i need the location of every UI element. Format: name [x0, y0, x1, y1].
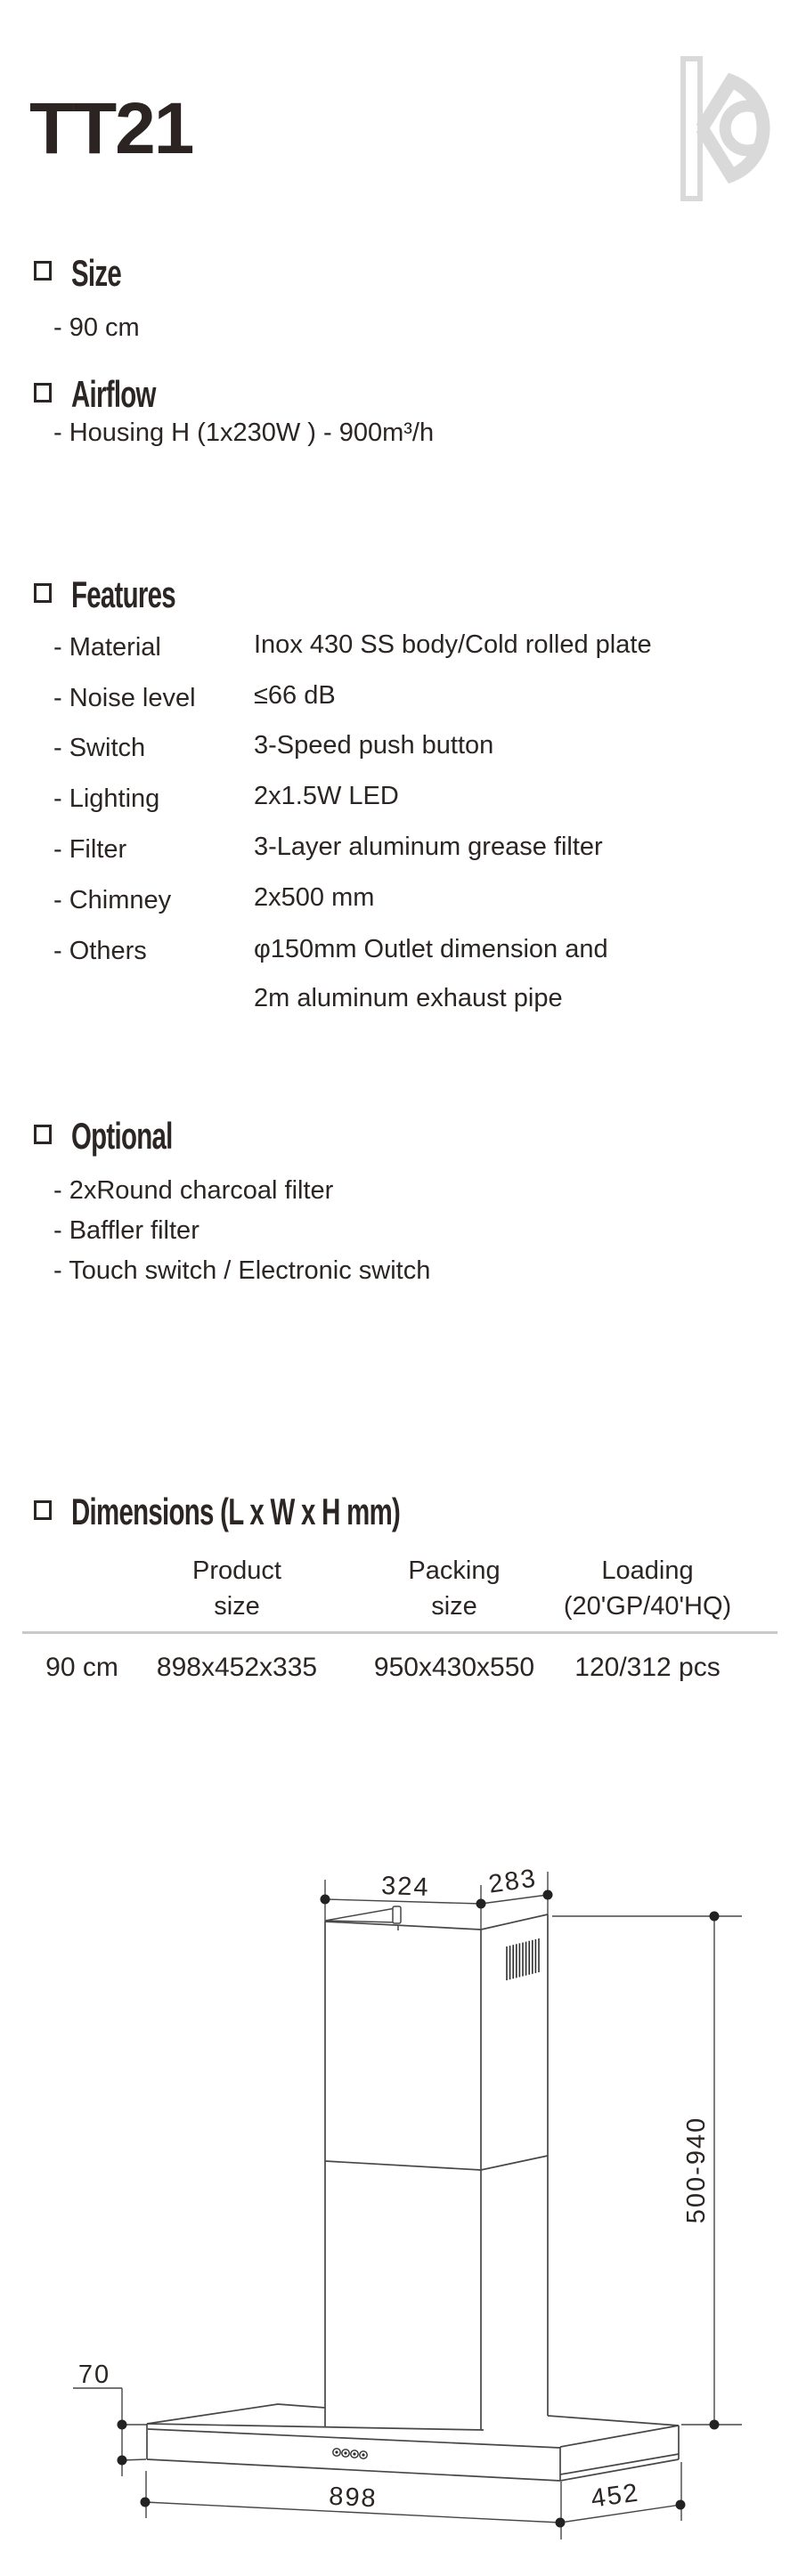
kc-logo-k-stem — [683, 59, 700, 199]
dim-label-body-depth: 452 — [589, 2478, 641, 2514]
damper-flap — [325, 1906, 401, 1930]
feature-value: Inox 430 SS body/Cold rolled plate — [254, 630, 652, 659]
size-item: - 90 cm — [53, 313, 140, 342]
table-cell-product-size: 898x452x335 — [156, 1653, 318, 1682]
optional-section-heading: Optional — [71, 1115, 173, 1157]
feature-label: - Switch — [53, 734, 146, 762]
feature-label: - Noise level — [53, 684, 196, 712]
dimension-lines — [73, 1872, 742, 2539]
chimney-outline — [325, 1914, 548, 2430]
feature-value: 3-Speed push button — [254, 731, 494, 760]
optional-section-bullet — [34, 1125, 52, 1144]
vent-grille-icon — [507, 1938, 539, 1980]
dim-label-height-range: 500-940 — [682, 2116, 711, 2224]
features-section-bullet — [34, 583, 52, 603]
optional-item: - Baffler filter — [53, 1216, 200, 1245]
hood-body-outline — [147, 2404, 679, 2481]
dim-label-top-width: 324 — [380, 1872, 431, 1902]
dimensions-section-heading: Dimensions (L x W x H mm) — [71, 1491, 401, 1532]
feature-label: - Filter — [53, 835, 127, 864]
feature-value: 3-Layer aluminum grease filter — [254, 833, 603, 861]
feature-value-line2: 2m aluminum exhaust pipe — [254, 984, 563, 1012]
optional-item: - 2xRound charcoal filter — [53, 1176, 334, 1205]
feature-value: ≤66 dB — [254, 681, 336, 710]
feature-label: - Lighting — [53, 784, 160, 813]
page-title: TT21 — [29, 88, 193, 169]
dim-label-body-height: 70 — [77, 2361, 111, 2389]
optional-item: - Touch switch / Electronic switch — [53, 1256, 431, 1285]
features-section-heading: Features — [71, 573, 175, 615]
kc-certification-icon — [680, 53, 788, 205]
size-section-bullet — [34, 261, 52, 280]
dimensions-section-bullet — [34, 1500, 52, 1520]
airflow-section-bullet — [34, 383, 52, 402]
feature-value: φ150mm Outlet dimension and — [254, 935, 608, 963]
feature-label: - Material — [53, 633, 161, 662]
airflow-section-heading: Airflow — [71, 373, 156, 415]
kc-logo-small-c — [725, 106, 758, 150]
table-header-loading: Loading (20'GP/40'HQ) — [563, 1556, 732, 1621]
table-cell-size: 90 cm — [45, 1653, 118, 1682]
table-divider — [22, 1631, 778, 1634]
feature-value: 2x1.5W LED — [254, 782, 399, 810]
feature-label: - Others — [53, 937, 147, 965]
size-section-heading: Size — [71, 252, 122, 294]
table-cell-loading: 120/312 pcs — [574, 1653, 721, 1682]
kc-logo-big-c — [702, 81, 763, 175]
table-header-product-size: Product size — [192, 1556, 281, 1621]
airflow-item: - Housing H (1x230W ) - 900m³/h — [53, 418, 435, 447]
dim-label-top-depth: 283 — [486, 1864, 539, 1899]
feature-value: 2x500 mm — [254, 883, 375, 912]
feature-label: - Chimney — [53, 886, 172, 914]
control-buttons-icon — [333, 2449, 367, 2458]
table-header-packing-size: Packing size — [408, 1556, 501, 1621]
table-cell-packing-size: 950x430x550 — [373, 1653, 535, 1682]
technical-drawing — [0, 1861, 798, 2576]
dim-label-body-length: 898 — [328, 2482, 379, 2514]
